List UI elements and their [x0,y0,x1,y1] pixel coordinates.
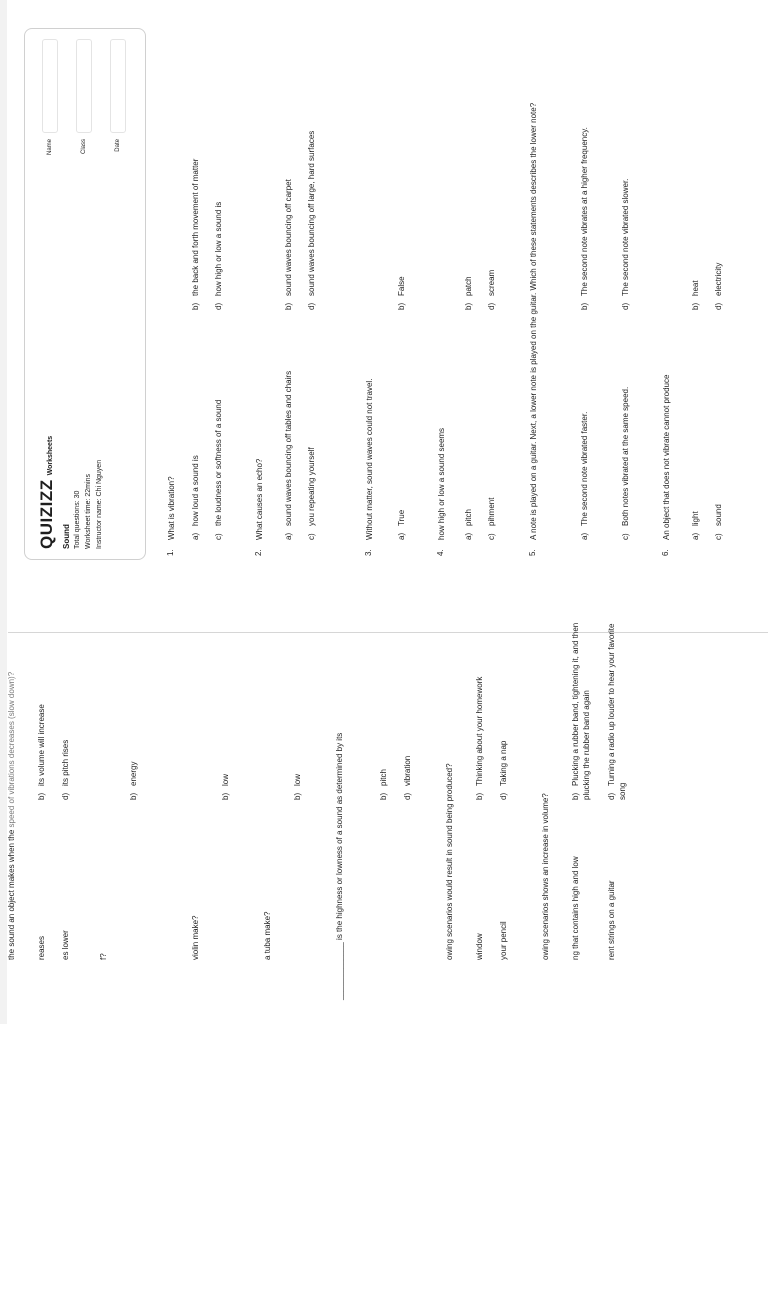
option-d: d)scream [487,269,496,310]
question-text: owing scenarios would result in sound being produced? [445,763,454,960]
option-b: b)low [293,773,302,800]
option-d: d)sound waves bouncing off large, hard surfaces [307,130,316,310]
question-text: how high or low a sound seems [437,427,446,540]
worksheet-time: Worksheet time: 22mins [85,474,92,549]
option-a: reases [37,935,46,960]
option-b: b)heat [691,280,700,310]
option-a: a)The second note vibrated faster. [580,411,589,540]
option-a: a)sound waves bouncing off tables and chairs [284,370,293,540]
question-number: 1. [166,549,175,556]
option-d: d)electricity [714,262,723,310]
question-number: 3. [364,549,373,556]
question-text: What causes an echo? [255,458,264,540]
name-input[interactable] [42,39,58,133]
quizizz-logo [37,436,57,549]
worksheet-title: Sound [62,524,71,549]
option-c: es lower [61,930,70,960]
option-b: b)pitch [379,769,388,800]
option-b: b)False [397,276,406,310]
option-b: b)Plucking a rubber band, tightening it, and then plucking the rubber band again [571,622,591,800]
option-d: d)how high or low a sound is [214,201,223,310]
question-number: 5. [528,549,537,556]
question-text: a tuba make? [263,911,272,960]
logo-text: QUIZIZZ [37,479,56,549]
option-b: b)low [221,773,230,800]
question-text: the sound an object makes when the speed of vibrations decreases (slow down)? [7,671,16,960]
option-b: b)patch [464,276,473,310]
option-d: d)vibration [403,755,412,800]
logo-sub: Worksheets [47,435,54,476]
question-number: 4. [436,549,445,556]
question-text: An object that does not vibrate cannot produce [662,374,671,540]
total-questions: Total questions: 30 [74,490,81,549]
student-fields [35,39,137,179]
date-field[interactable] [103,39,133,179]
option-c: your pencil [499,921,508,960]
option-a: a)light [691,511,700,540]
option-a: ng that contains high and low [571,856,580,960]
option-d: d)Taking a nap [499,740,508,800]
question-number: 2. [254,549,263,556]
option-a: a)True [397,509,406,540]
option-d: d)its pitch rises [61,739,70,800]
option-c: rent strings on a guitar [607,880,616,960]
question-number: 6. [661,549,670,556]
option-b: b)its volume will increase [37,704,46,800]
question-text: What is vibration? [167,476,176,540]
option-b: b)Thinking about your homework [475,676,484,800]
worksheet-header [24,28,146,560]
option-c: c)you repeating yourself [307,447,316,540]
question-text: f? [99,953,108,960]
date-label: Date [115,139,121,152]
option-d: d)Turning a radio up louder to hear your favorite song [607,623,627,800]
option-b: b)energy [129,761,138,800]
class-field[interactable] [69,39,99,179]
option-a: window [475,933,484,960]
option-a: a)pitch [464,509,473,540]
question-text: Without matter, sound waves could not travel. [365,378,374,540]
date-input[interactable] [110,39,126,133]
worksheet-page-1 [0,0,768,600]
name-field[interactable] [35,39,65,179]
option-c: c)the loudness or softness of a sound [214,399,223,540]
question-text: violin make? [191,915,200,960]
option-b: b)sound waves bouncing off carpet [284,179,293,310]
option-c: c)sound [714,504,723,540]
option-c: c)pihment [487,497,496,540]
instructor-name: Instructor name: Chi Nguyen [96,459,103,549]
question-text: _____________ is the highness or lowness of a sound as determined by its [335,732,344,1000]
option-b: b)The second note vibrates at a higher frequency. [580,127,589,310]
question-text: owing scenarios shows an increase in volume? [541,793,550,960]
option-d: d)The second note vibrated slower. [621,178,630,310]
class-label: Class [81,139,87,155]
name-label: Name [47,139,53,156]
class-input[interactable] [76,39,92,133]
worksheet-meta [61,460,105,549]
option-a: a)how loud a sound is [191,455,200,540]
question-text: A note is played on a guitar. Next, a lower note is played on the guitar. Which of these statements describes the lower note? [529,102,538,540]
option-b: b)the back and forth movement of matter [191,158,200,310]
option-c: c)Both notes vibrated at the same speed. [621,386,630,540]
worksheet-page-2 [0,622,768,1300]
